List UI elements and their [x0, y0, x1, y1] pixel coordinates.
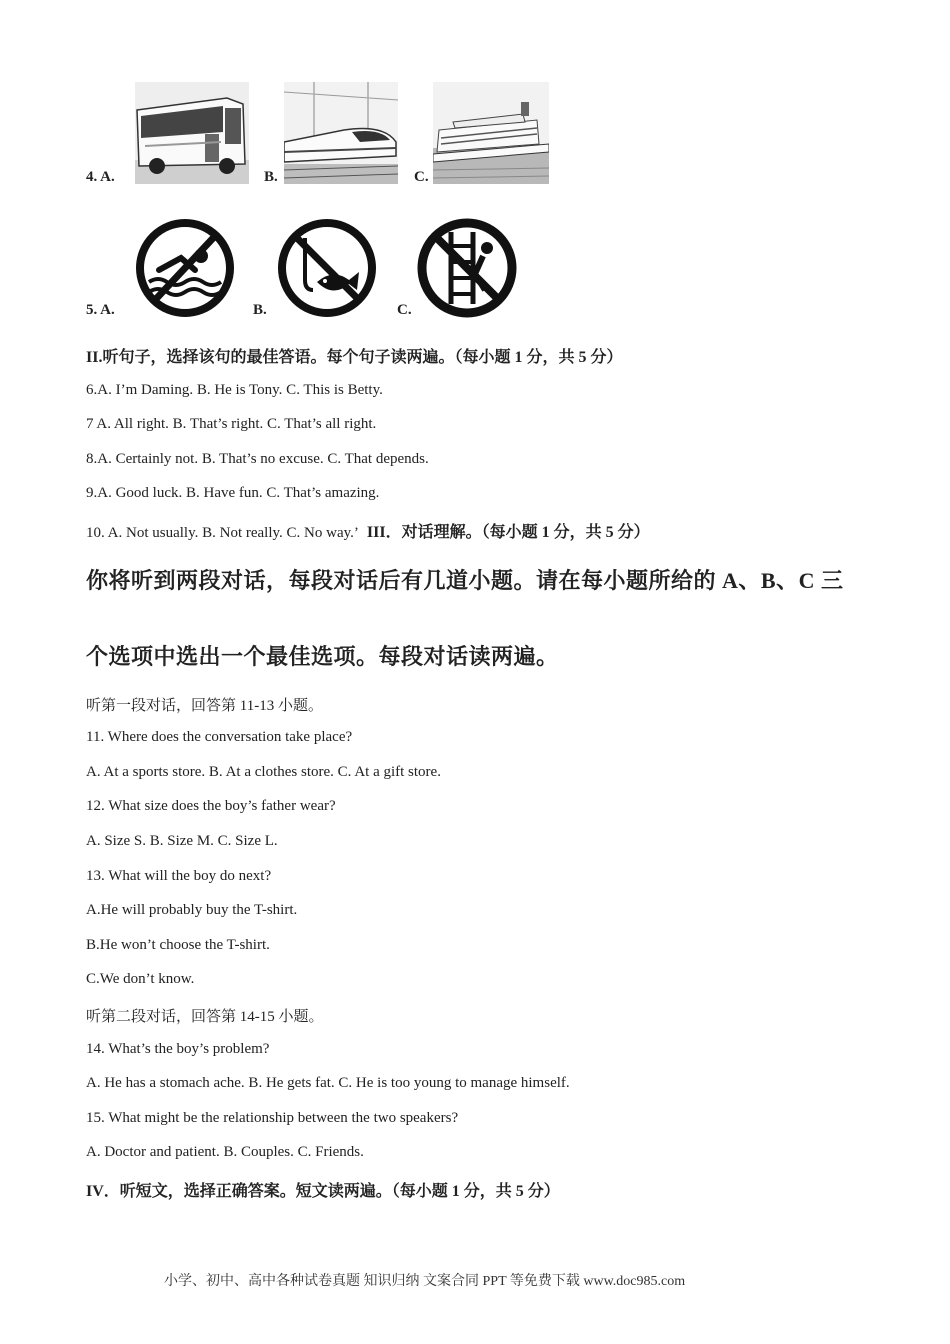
section-3-intro-line2: 个选项中选出一个最佳选项。每段对话读两遍。 — [86, 644, 559, 669]
section-3-intro-line1: 你将听到两段对话，每段对话后有几道小题。请在每小题所给的 A、B、C 三 — [86, 568, 844, 593]
item-8: 8.A. Certainly not. B. That’s no excuse. C. That depends. — [86, 451, 429, 467]
q11-options: A. At a sports store. B. At a clothes store. C. At a gift store. — [86, 764, 441, 780]
no-climbing-sign — [417, 218, 517, 318]
train-picture — [284, 82, 398, 184]
item-10: 10. A. Not usually. B. Not really. C. No way.’ — [86, 525, 359, 541]
bus-picture — [135, 82, 249, 184]
q5-label-c: C. — [397, 302, 412, 318]
q5-label-a: 5. A. — [86, 302, 115, 318]
section-3-heading: III．对话理解。（每小题 1 分，共 5 分） — [366, 524, 650, 541]
q14-options: A. He has a stomach ache. B. He gets fat. C. He is too young to manage himself. — [86, 1075, 570, 1091]
q15: 15. What might be the relationship between the two speakers? — [86, 1110, 459, 1126]
q4-label-c: C. — [414, 169, 429, 185]
q13-option-b: B.He won’t choose the T-shirt. — [86, 937, 270, 953]
page-footer: 小学、初中、高中各种试卷真题 知识归纳 文案合同 PPT 等免费下载 www.doc985.com — [164, 1274, 686, 1289]
no-fishing-sign — [277, 218, 377, 318]
no-swimming-sign — [135, 218, 235, 318]
item-9: 9.A. Good luck. B. Have fun. C. That’s amazing. — [86, 485, 380, 501]
q4-label-b: B. — [264, 169, 278, 185]
q12: 12. What size does the boy’s father wear? — [86, 798, 336, 814]
q13-option-a: A.He will probably buy the T-shirt. — [86, 902, 298, 918]
dialog-2-intro: 听第二段对话，回答第 14-15 小题。 — [86, 1009, 324, 1025]
dialog-1-intro: 听第一段对话，回答第 11-13 小题。 — [86, 698, 323, 714]
q13-option-c: C.We don’t know. — [86, 971, 195, 987]
q5-label-b: B. — [253, 302, 267, 318]
section-4-heading: IV．听短文，选择正确答案。短文读两遍。（每小题 1 分，共 5 分） — [86, 1183, 560, 1200]
q13: 13. What will the boy do next? — [86, 868, 272, 884]
q15-options: A. Doctor and patient. B. Couples. C. Friends. — [86, 1144, 364, 1160]
section-2-heading: II.听句子，选择该句的最佳答语。每个句子读两遍。（每小题 1 分，共 5 分） — [86, 349, 623, 366]
q14: 14. What’s the boy’s problem? — [86, 1041, 270, 1057]
item-7: 7 A. All right. B. That’s right. C. That’s all right. — [86, 416, 377, 432]
item-6: 6.A. I’m Daming. B. He is Tony. C. This is Betty. — [86, 382, 383, 398]
ship-picture — [433, 82, 549, 184]
q12-options: A. Size S. B. Size M. C. Size L. — [86, 833, 278, 849]
q11: 11. Where does the conversation take place? — [86, 729, 353, 745]
q4-label-a: 4. A. — [86, 169, 115, 185]
